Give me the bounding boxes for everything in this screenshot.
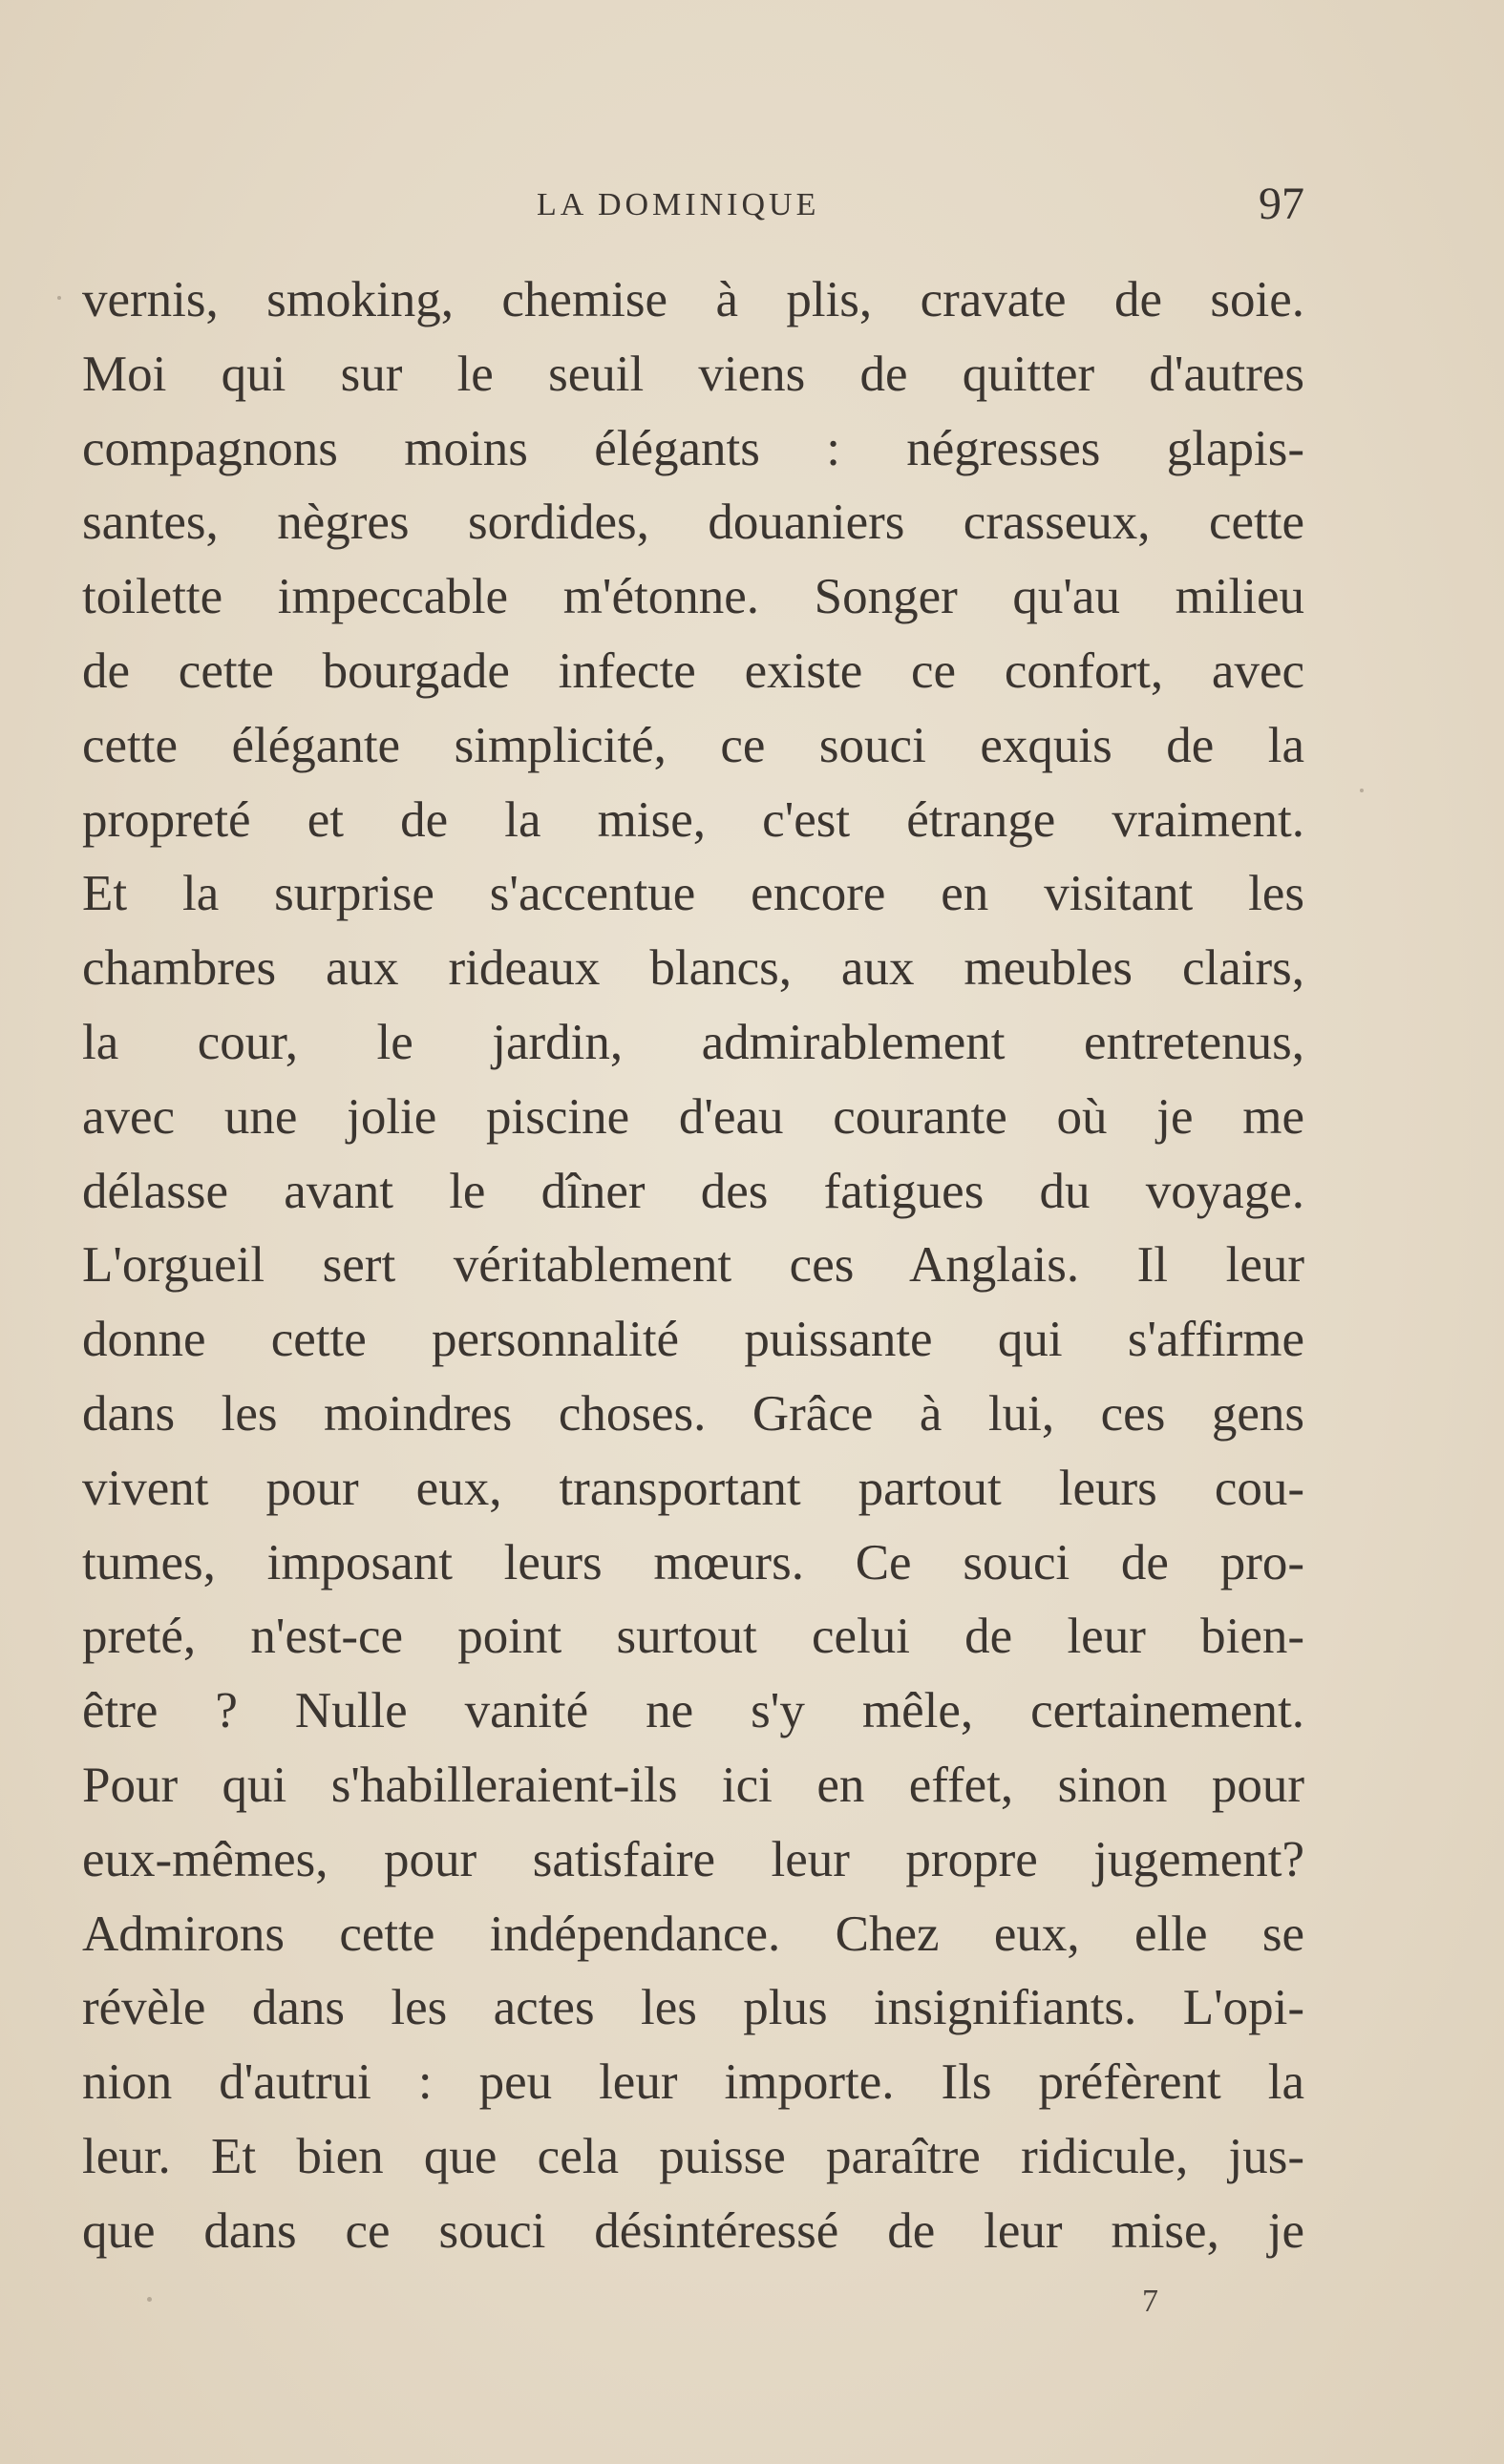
text-line: Et la surprise s'accentue encore en visitant les <box>82 866 1304 922</box>
paper-speck <box>1360 789 1364 792</box>
text-line: eux-mêmes, pour satisfaire leur propre jugement? <box>82 1831 1304 1887</box>
text-line: santes, nègres sordides, douaniers crasseux, cette <box>82 495 1304 551</box>
text-line: vernis, smoking, chemise à plis, cravate de soie. <box>82 272 1304 327</box>
text-line: compagnons moins élégants : négresses glapis- <box>82 420 1304 476</box>
text-line: Pour qui s'habilleraient-ils ici en effet, sinon pour <box>82 1757 1304 1813</box>
text-line: toilette impeccable m'étonne. Songer qu'au milieu <box>82 569 1304 625</box>
text-line: délasse avant le dîner des fatigues du voyage. <box>82 1163 1304 1219</box>
text-line: chambres aux rideaux blancs, aux meubles clairs, <box>82 940 1304 997</box>
text-line: de cette bourgade infecte existe ce confort, avec <box>82 642 1304 699</box>
text-line: Admirons cette indépendance. Chez eux, elle se <box>82 1906 1304 1962</box>
body-text <box>82 263 1304 2269</box>
running-title: LA DOMINIQUE <box>537 187 820 222</box>
text-line: leur. Et bien que cela puisse paraître ridicule, jus- <box>82 2128 1304 2184</box>
text-line: donne cette personnalité puissante qui s'affirme <box>82 1312 1304 1368</box>
text-line: que dans ce souci désintéressé de leur mise, je <box>82 2202 1304 2259</box>
text-line: la cour, le jardin, admirablement entretenus, <box>82 1014 1304 1070</box>
paper-speck <box>147 2297 152 2302</box>
text-line: nion d'autrui : peu leur importe. Ils préfèrent la <box>82 2054 1304 2111</box>
text-line: avec une jolie piscine d'eau courante où je me <box>82 1088 1304 1145</box>
signature-mark: 7 <box>1142 2284 1158 2319</box>
text-line: preté, n'est-ce point surtout celui de leur bien- <box>82 1609 1304 1665</box>
text-line: tumes, imposant leurs mœurs. Ce souci de pro- <box>82 1534 1304 1590</box>
paper-speck <box>57 296 61 300</box>
text-line: cette élégante simplicité, ce souci exquis de la <box>82 717 1304 773</box>
text-line: révèle dans les actes les plus insignifiants. L'opi- <box>82 1980 1304 2036</box>
text-line: être ? Nulle vanité ne s'y mêle, certainement. <box>82 1683 1304 1739</box>
text-line: propreté et de la mise, c'est étrange vraiment. <box>82 791 1304 848</box>
page-number: 97 <box>1259 179 1304 229</box>
text-line: Moi qui sur le seuil viens de quitter d'autres <box>82 346 1304 402</box>
text-line: dans les moindres choses. Grâce à lui, ces gens <box>82 1385 1304 1442</box>
text-line: vivent pour eux, transportant partout leurs cou- <box>82 1460 1304 1516</box>
running-head <box>82 170 1304 237</box>
text-line: L'orgueil sert véritablement ces Anglais. Il leur <box>82 1237 1304 1294</box>
